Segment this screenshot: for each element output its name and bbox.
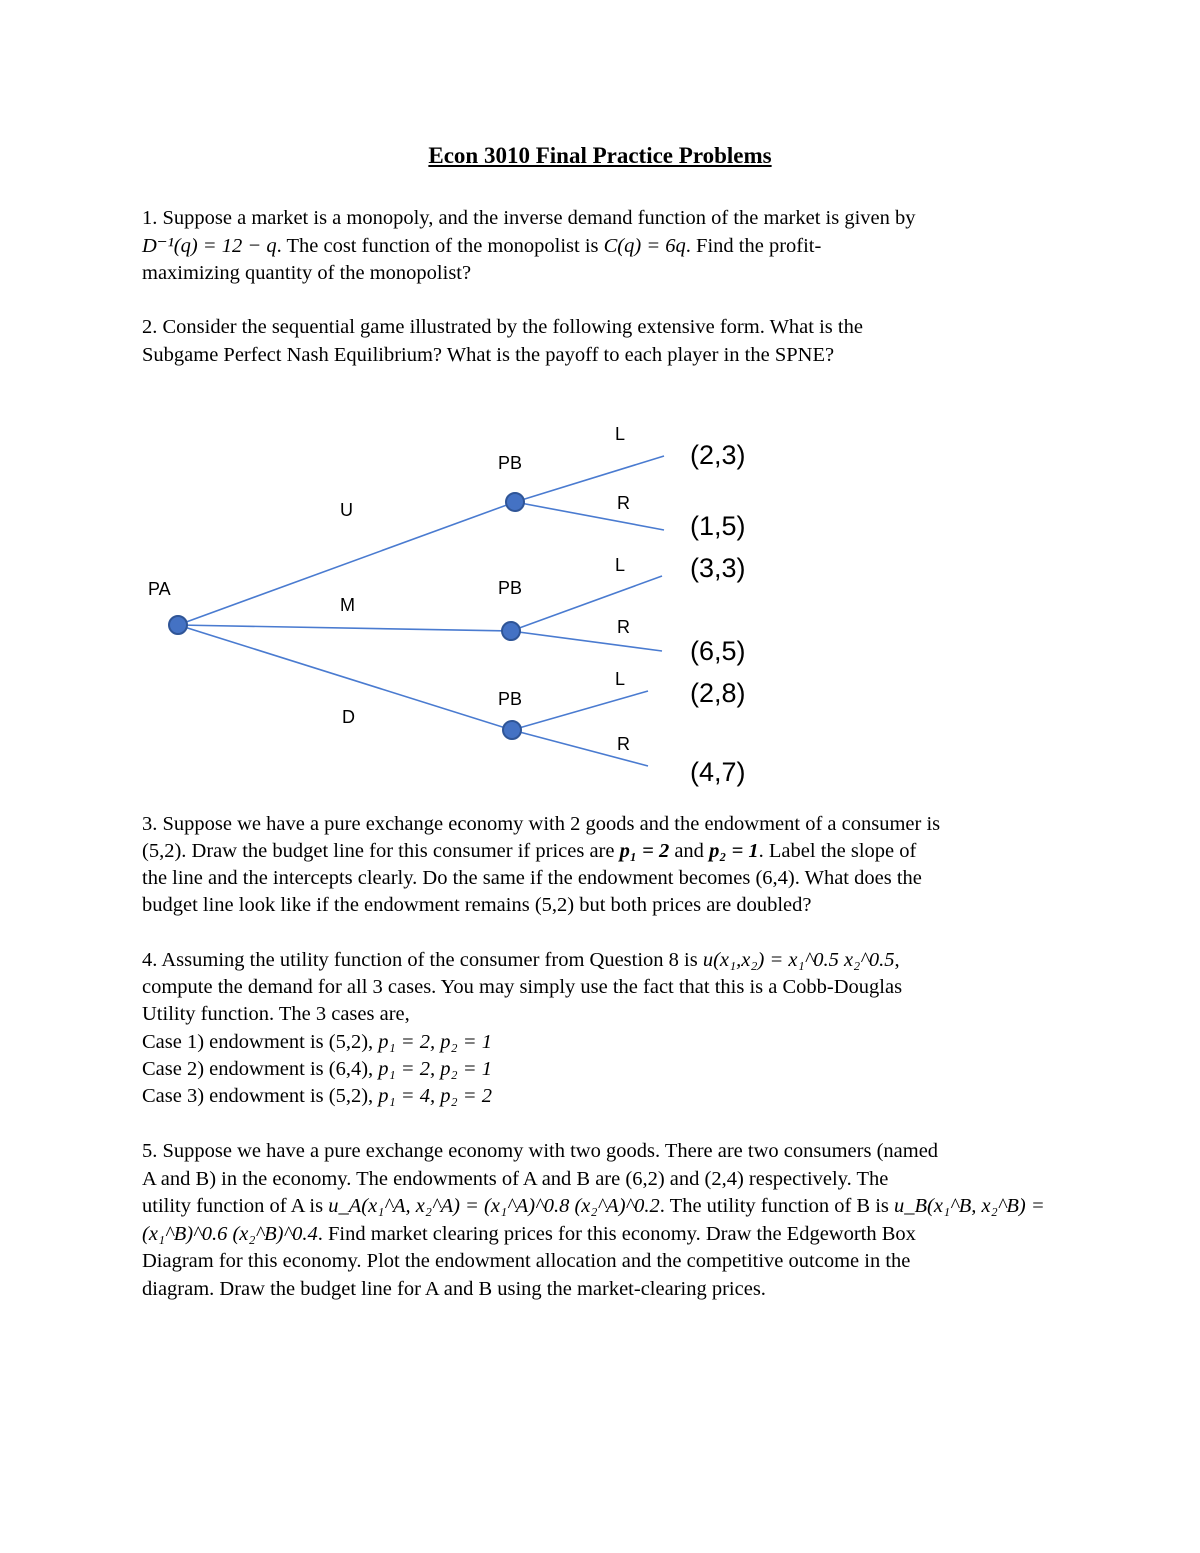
q5-utility-a: u_A(x₁^A, x₂^A) = (x₁^A)^0.8 (x₂^A)^0.2 [328, 1195, 660, 1218]
question-4 [142, 947, 1072, 1110]
q2-line-1: 2. Consider the sequential game illustrated by the following extensive form. What is the [142, 316, 863, 338]
q4-case-text: Case 2) endowment is (6,4), [142, 1057, 379, 1080]
label-move-l-top: L [615, 424, 626, 444]
q5-line-1: 5. Suppose we have a pure exchange economy with two goods. There are two consumers (named [142, 1140, 939, 1162]
q3-text: and [669, 840, 710, 862]
payoff-d-l: (2,8) [690, 678, 746, 708]
q5-utility-b: u_B(x₁^B, x₂^B) = [894, 1195, 1045, 1218]
q1-cost-equation: C(q) = 6q [603, 234, 686, 257]
q5-text: . The utility function of B is [659, 1195, 895, 1218]
question-3 [142, 811, 1072, 919]
q1-line-1: 1. Suppose a market is a monopoly, and the inverse demand function of the market is given by [142, 207, 916, 229]
q3-price-2: p₂ = 1 [709, 840, 759, 862]
q5-text: utility function of A is [142, 1195, 329, 1218]
q1-line-3: maximizing quantity of the monopolist? [142, 262, 472, 284]
q4-case-1 [142, 1029, 1072, 1056]
q3-text: . Label the slope of [758, 840, 917, 862]
q4-case-prices: p₁ = 2, p₂ = 1 [378, 1030, 492, 1053]
payoff-u-r: (1,5) [690, 511, 746, 541]
q4-text: 4. Assuming the utility function of the consumer from Question 8 is [142, 949, 703, 971]
question-5 [142, 1138, 1072, 1304]
q3-price-1: p₁ = 2 [619, 840, 670, 862]
q5-utility-b-cont: (x₁^B)^0.6 (x₂^B)^0.4 [142, 1222, 318, 1245]
edge-top-l [515, 456, 664, 502]
q4-case-prices: p₁ = 2, p₂ = 1 [378, 1057, 492, 1080]
q4-text: , [894, 949, 900, 971]
label-move-l-bottom: L [615, 669, 626, 689]
label-move-l-middle: L [615, 555, 626, 575]
q5-line-4 [142, 1221, 1072, 1249]
q4-case-3 [142, 1083, 1072, 1110]
label-move-d: D [342, 707, 355, 727]
q3-line-4: budget line look like if the endowment remains (5,2) but both prices are doubled? [142, 894, 812, 916]
edge-mid-l [511, 576, 662, 631]
label-move-r-top: R [617, 493, 630, 513]
q3-line-2 [142, 838, 1072, 865]
label-pa: PA [148, 579, 171, 599]
q3-line-1: 3. Suppose we have a pure exchange economy with 2 goods and the endowment of a consumer is [142, 813, 941, 835]
q4-case-text: Case 1) endowment is (5,2), [142, 1030, 379, 1053]
q5-line-3 [142, 1193, 1072, 1221]
q1-text: . Find the profit- [685, 234, 822, 257]
q4-line-2: compute the demand for all 3 cases. You may simply use the fact that this is a Cobb-Douglas [142, 976, 903, 999]
page-title: Econ 3010 Final Practice Problems [428, 143, 772, 168]
q4-utility-equation: u(x₁,x₂) = x₁^0.5 x₂^0.5 [702, 949, 895, 971]
label-move-m: M [340, 595, 355, 615]
q4-line-1 [142, 947, 1072, 974]
q5-text: . Find market clearing prices for this economy. Draw the Edgeworth Box [317, 1222, 916, 1245]
edge-m [178, 625, 511, 631]
node-pa [169, 616, 187, 634]
q5-line-5: Diagram for this economy. Plot the endowment allocation and the competitive outcome in the [142, 1250, 911, 1273]
payoff-m-r: (6,5) [690, 636, 746, 666]
q4-case-2 [142, 1056, 1072, 1083]
node-pb-top [506, 493, 524, 511]
edge-mid-r [511, 631, 662, 651]
q3-text: (5,2). Draw the budget line for this consumer if prices are [142, 840, 620, 862]
payoff-u-l: (2,3) [690, 440, 746, 470]
payoff-d-r: (4,7) [690, 757, 746, 787]
node-pb-middle [502, 622, 520, 640]
q4-case-text: Case 3) endowment is (5,2), [142, 1085, 379, 1108]
q3-line-3: the line and the intercepts clearly. Do the same if the endowment becomes (6,4). What does the [142, 867, 922, 889]
label-pb-top: PB [498, 453, 523, 473]
label-move-u: U [340, 500, 353, 520]
label-move-r-middle: R [617, 617, 630, 637]
q1-demand-equation: D⁻¹(q) = 12 − q [142, 234, 277, 257]
edge-bot-l [512, 691, 648, 730]
label-pb-bottom: PB [498, 689, 523, 709]
q4-case-prices: p₁ = 4, p₂ = 2 [378, 1085, 492, 1108]
label-move-r-bottom: R [617, 734, 630, 754]
payoff-m-l: (3,3) [690, 553, 746, 583]
label-pb-middle: PB [498, 578, 523, 598]
q5-line-2: A and B) in the economy. The endowments of A and B are (6,2) and (2,4) respectively. The [142, 1167, 889, 1190]
node-pb-bottom [503, 721, 521, 739]
q2-line-2: Subgame Perfect Nash Equilibrium? What is the payoff to each player in the SPNE? [142, 343, 835, 366]
q4-line-3: Utility function. The 3 cases are, [142, 1003, 410, 1026]
edge-top-r [515, 502, 664, 530]
q5-line-6: diagram. Draw the budget line for A and B using the market-clearing prices. [142, 1277, 766, 1300]
q1-text: . The cost function of the monopolist is [276, 234, 604, 257]
